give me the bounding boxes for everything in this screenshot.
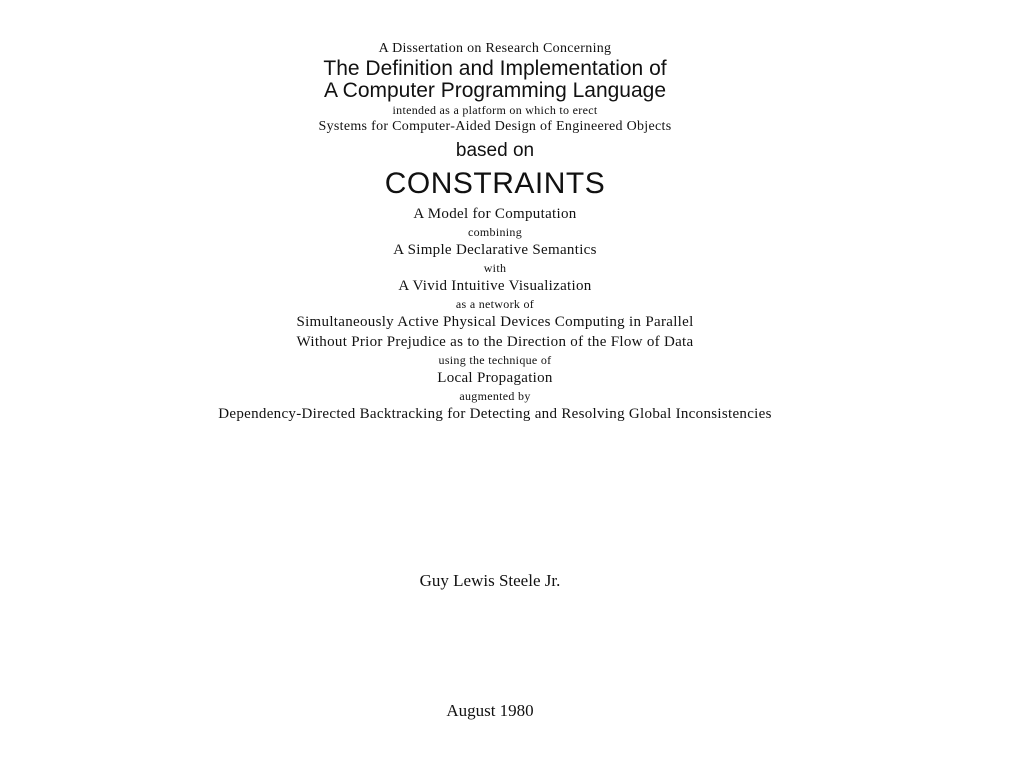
title-line-devices: Simultaneously Active Physical Devices Computing in Parallel — [296, 314, 694, 330]
title-line-augmented: augmented by — [459, 389, 531, 403]
title-line-language: A Computer Programming Language — [323, 79, 667, 102]
title-line-flow: Without Prior Prejudice as to the Direction of the Flow of Data — [296, 334, 694, 350]
title-line-systems: Systems for Computer-Aided Design of Engineered Objects — [318, 119, 672, 134]
title-line-network: as a network of — [455, 297, 535, 311]
title-line-definition: The Definition and Implementation of — [323, 57, 667, 80]
title-line-local-propagation: Local Propagation — [437, 370, 553, 386]
title-line-constraints: CONSTRAINTS — [384, 167, 606, 200]
title-line-technique: using the technique of — [438, 353, 552, 367]
author-name: Guy Lewis Steele Jr. — [419, 571, 561, 590]
title-line-backtracking: Dependency-Directed Backtracking for Detecting and Resolving Global Inconsistencies — [218, 406, 772, 422]
publication-date: August 1980 — [446, 701, 534, 720]
title-line-semantics: A Simple Declarative Semantics — [393, 242, 597, 258]
title-line-with: with — [483, 261, 507, 275]
title-line-combining: combining — [467, 225, 523, 239]
title-line-platform: intended as a platform on which to erect — [392, 103, 598, 117]
title-line-intro: A Dissertation on Research Concerning — [378, 41, 612, 56]
title-line-based-on: based on — [455, 140, 535, 161]
dissertation-title-block — [0, 40, 990, 424]
title-line-model: A Model for Computation — [413, 206, 577, 222]
title-line-visualization: A Vivid Intuitive Visualization — [398, 278, 592, 294]
